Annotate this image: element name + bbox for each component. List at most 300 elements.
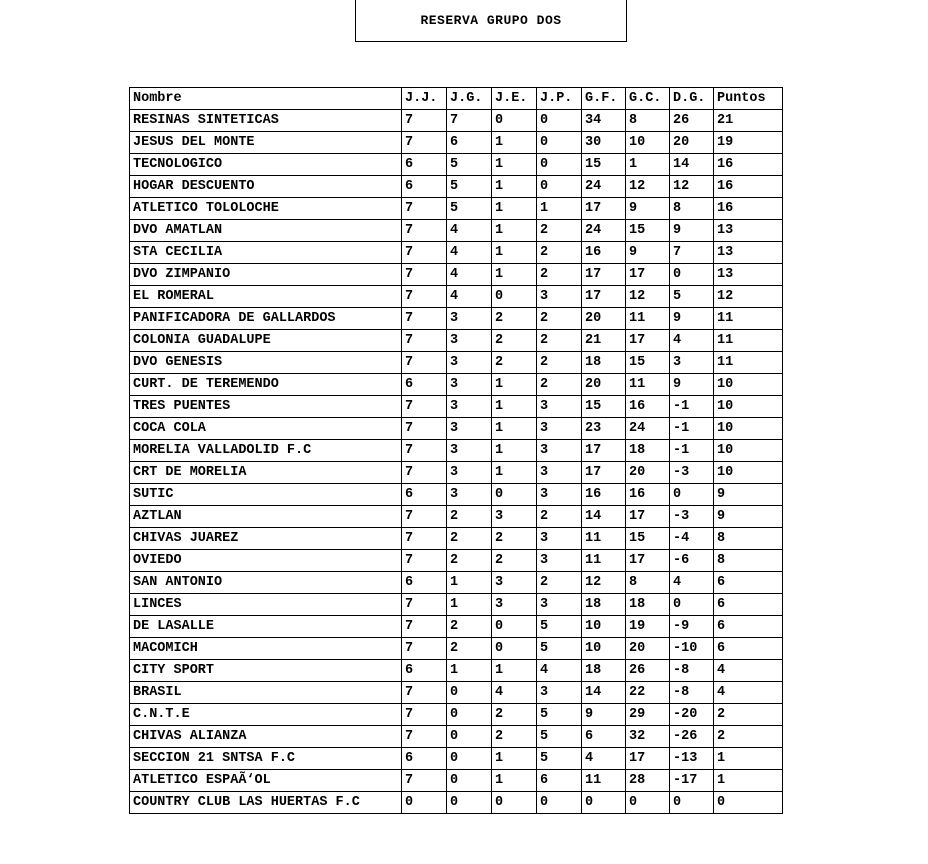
page-title: RESERVA GRUPO DOS (355, 0, 627, 42)
cell-gf: 20 (582, 308, 626, 330)
cell-dg: 20 (670, 132, 714, 154)
cell-gc: 16 (626, 484, 670, 506)
cell-jj: 7 (402, 462, 447, 484)
cell-dg: 26 (670, 110, 714, 132)
cell-puntos: 13 (714, 220, 783, 242)
cell-gc: 15 (626, 528, 670, 550)
cell-jg: 3 (447, 418, 492, 440)
cell-puntos: 6 (714, 638, 783, 660)
cell-puntos: 2 (714, 704, 783, 726)
cell-jj: 6 (402, 572, 447, 594)
table-row (130, 110, 783, 132)
cell-gc: 20 (626, 462, 670, 484)
cell-team-name: SAN ANTONIO (130, 572, 402, 594)
cell-gc: 17 (626, 506, 670, 528)
cell-gf: 9 (582, 704, 626, 726)
cell-jg: 5 (447, 198, 492, 220)
cell-jj: 7 (402, 132, 447, 154)
cell-jp: 1 (537, 198, 582, 220)
cell-dg: -17 (670, 770, 714, 792)
cell-je: 4 (492, 682, 537, 704)
cell-jg: 5 (447, 176, 492, 198)
cell-gc: 12 (626, 176, 670, 198)
cell-jg: 3 (447, 462, 492, 484)
cell-team-name: COLONIA GUADALUPE (130, 330, 402, 352)
cell-jg: 0 (447, 748, 492, 770)
cell-jp: 2 (537, 374, 582, 396)
cell-dg: -13 (670, 748, 714, 770)
cell-jp: 5 (537, 748, 582, 770)
cell-gf: 18 (582, 594, 626, 616)
cell-jj: 7 (402, 308, 447, 330)
cell-jg: 3 (447, 396, 492, 418)
cell-je: 1 (492, 154, 537, 176)
cell-jj: 7 (402, 770, 447, 792)
cell-dg: 7 (670, 242, 714, 264)
cell-jg: 3 (447, 374, 492, 396)
table-row (130, 176, 783, 198)
header-jj: J.J. (402, 88, 447, 110)
cell-gc: 18 (626, 594, 670, 616)
cell-team-name: ATLETICO TOLOLOCHE (130, 198, 402, 220)
cell-je: 0 (492, 638, 537, 660)
cell-gf: 18 (582, 660, 626, 682)
cell-je: 3 (492, 506, 537, 528)
cell-jg: 4 (447, 286, 492, 308)
table-row (130, 594, 783, 616)
cell-jj: 7 (402, 726, 447, 748)
cell-jg: 5 (447, 154, 492, 176)
cell-puntos: 16 (714, 176, 783, 198)
cell-je: 0 (492, 286, 537, 308)
cell-gc: 17 (626, 748, 670, 770)
cell-jj: 7 (402, 396, 447, 418)
cell-dg: -8 (670, 682, 714, 704)
table-row (130, 396, 783, 418)
cell-jg: 4 (447, 242, 492, 264)
cell-jj: 0 (402, 792, 447, 814)
cell-dg: 3 (670, 352, 714, 374)
cell-puntos: 9 (714, 506, 783, 528)
cell-puntos: 8 (714, 528, 783, 550)
cell-jp: 2 (537, 220, 582, 242)
cell-jp: 3 (537, 528, 582, 550)
cell-dg: -10 (670, 638, 714, 660)
cell-jg: 0 (447, 792, 492, 814)
cell-team-name: BRASIL (130, 682, 402, 704)
cell-jp: 4 (537, 660, 582, 682)
cell-je: 0 (492, 484, 537, 506)
cell-gc: 0 (626, 792, 670, 814)
table-row (130, 286, 783, 308)
cell-dg: 8 (670, 198, 714, 220)
cell-jp: 2 (537, 242, 582, 264)
cell-gc: 12 (626, 286, 670, 308)
cell-dg: 4 (670, 330, 714, 352)
cell-gc: 15 (626, 352, 670, 374)
cell-jg: 1 (447, 594, 492, 616)
cell-puntos: 10 (714, 374, 783, 396)
cell-team-name: COUNTRY CLUB LAS HUERTAS F.C (130, 792, 402, 814)
table-row (130, 726, 783, 748)
cell-jj: 7 (402, 418, 447, 440)
cell-puntos: 11 (714, 352, 783, 374)
cell-dg: -8 (670, 660, 714, 682)
cell-jj: 7 (402, 220, 447, 242)
cell-gf: 34 (582, 110, 626, 132)
cell-jg: 2 (447, 616, 492, 638)
cell-jj: 6 (402, 374, 447, 396)
cell-jp: 2 (537, 264, 582, 286)
cell-team-name: MORELIA VALLADOLID F.C (130, 440, 402, 462)
cell-gc: 9 (626, 198, 670, 220)
table-row (130, 572, 783, 594)
cell-je: 1 (492, 462, 537, 484)
cell-team-name: C.N.T.E (130, 704, 402, 726)
cell-team-name: TRES PUENTES (130, 396, 402, 418)
cell-je: 1 (492, 264, 537, 286)
table-row (130, 484, 783, 506)
cell-jj: 7 (402, 506, 447, 528)
table-row (130, 352, 783, 374)
cell-je: 1 (492, 176, 537, 198)
cell-jp: 2 (537, 330, 582, 352)
cell-jp: 6 (537, 770, 582, 792)
cell-jg: 2 (447, 506, 492, 528)
header-jp: J.P. (537, 88, 582, 110)
table-row (130, 242, 783, 264)
cell-gc: 19 (626, 616, 670, 638)
cell-jj: 7 (402, 286, 447, 308)
cell-jp: 3 (537, 286, 582, 308)
cell-jg: 0 (447, 704, 492, 726)
cell-je: 1 (492, 748, 537, 770)
table-row (130, 616, 783, 638)
cell-team-name: LINCES (130, 594, 402, 616)
table-row (130, 330, 783, 352)
cell-gf: 17 (582, 440, 626, 462)
cell-jp: 2 (537, 506, 582, 528)
cell-gc: 17 (626, 330, 670, 352)
cell-team-name: SUTIC (130, 484, 402, 506)
table-row (130, 154, 783, 176)
cell-gf: 6 (582, 726, 626, 748)
table-row (130, 550, 783, 572)
cell-team-name: AZTLAN (130, 506, 402, 528)
cell-je: 3 (492, 572, 537, 594)
cell-gc: 10 (626, 132, 670, 154)
cell-team-name: MACOMICH (130, 638, 402, 660)
cell-gf: 17 (582, 198, 626, 220)
cell-dg: -4 (670, 528, 714, 550)
cell-team-name: JESUS DEL MONTE (130, 132, 402, 154)
cell-gf: 20 (582, 374, 626, 396)
cell-puntos: 16 (714, 154, 783, 176)
cell-jp: 2 (537, 308, 582, 330)
cell-jj: 6 (402, 154, 447, 176)
header-dg: D.G. (670, 88, 714, 110)
cell-dg: 12 (670, 176, 714, 198)
cell-jg: 1 (447, 660, 492, 682)
cell-je: 2 (492, 352, 537, 374)
cell-jj: 6 (402, 660, 447, 682)
table-row (130, 770, 783, 792)
table-row (130, 660, 783, 682)
cell-je: 2 (492, 704, 537, 726)
cell-je: 2 (492, 550, 537, 572)
table-row (130, 682, 783, 704)
cell-dg: -9 (670, 616, 714, 638)
header-jg: J.G. (447, 88, 492, 110)
cell-gf: 23 (582, 418, 626, 440)
cell-dg: -3 (670, 462, 714, 484)
cell-je: 0 (492, 616, 537, 638)
cell-dg: 0 (670, 792, 714, 814)
cell-jg: 7 (447, 110, 492, 132)
cell-puntos: 13 (714, 242, 783, 264)
cell-puntos: 9 (714, 484, 783, 506)
table-row (130, 748, 783, 770)
cell-gc: 11 (626, 308, 670, 330)
cell-gf: 14 (582, 682, 626, 704)
table-row (130, 308, 783, 330)
cell-gc: 9 (626, 242, 670, 264)
cell-gc: 15 (626, 220, 670, 242)
cell-team-name: STA CECILIA (130, 242, 402, 264)
cell-puntos: 10 (714, 418, 783, 440)
cell-team-name: CITY SPORT (130, 660, 402, 682)
cell-puntos: 0 (714, 792, 783, 814)
table-row (130, 462, 783, 484)
cell-gc: 22 (626, 682, 670, 704)
cell-gf: 30 (582, 132, 626, 154)
cell-gf: 17 (582, 286, 626, 308)
cell-gc: 32 (626, 726, 670, 748)
table-row (130, 220, 783, 242)
cell-team-name: CURT. DE TEREMENDO (130, 374, 402, 396)
cell-team-name: TECNOLOGICO (130, 154, 402, 176)
cell-je: 2 (492, 330, 537, 352)
cell-je: 1 (492, 242, 537, 264)
cell-jj: 7 (402, 330, 447, 352)
cell-jg: 2 (447, 528, 492, 550)
cell-team-name: HOGAR DESCUENTO (130, 176, 402, 198)
cell-puntos: 2 (714, 726, 783, 748)
table-row (130, 506, 783, 528)
cell-gc: 26 (626, 660, 670, 682)
cell-jp: 0 (537, 132, 582, 154)
cell-puntos: 10 (714, 396, 783, 418)
cell-je: 1 (492, 374, 537, 396)
cell-team-name: EL ROMERAL (130, 286, 402, 308)
cell-team-name: DVO GENESIS (130, 352, 402, 374)
cell-jg: 0 (447, 682, 492, 704)
cell-gc: 24 (626, 418, 670, 440)
cell-puntos: 21 (714, 110, 783, 132)
cell-jp: 3 (537, 484, 582, 506)
cell-jj: 7 (402, 594, 447, 616)
cell-team-name: CHIVAS JUAREZ (130, 528, 402, 550)
cell-je: 0 (492, 110, 537, 132)
cell-puntos: 4 (714, 682, 783, 704)
cell-team-name: DVO ZIMPANIO (130, 264, 402, 286)
cell-gc: 17 (626, 264, 670, 286)
cell-jj: 6 (402, 176, 447, 198)
cell-dg: -20 (670, 704, 714, 726)
header-nombre: Nombre (130, 88, 402, 110)
cell-puntos: 11 (714, 308, 783, 330)
cell-dg: 9 (670, 374, 714, 396)
cell-je: 1 (492, 660, 537, 682)
cell-dg: -26 (670, 726, 714, 748)
header-gf: G.F. (582, 88, 626, 110)
cell-jp: 5 (537, 726, 582, 748)
cell-dg: -1 (670, 440, 714, 462)
table-row (130, 198, 783, 220)
cell-jp: 3 (537, 682, 582, 704)
cell-jg: 4 (447, 264, 492, 286)
cell-gf: 18 (582, 352, 626, 374)
cell-je: 1 (492, 220, 537, 242)
cell-team-name: DE LASALLE (130, 616, 402, 638)
cell-gf: 15 (582, 396, 626, 418)
cell-jp: 5 (537, 616, 582, 638)
cell-jp: 3 (537, 418, 582, 440)
cell-puntos: 1 (714, 748, 783, 770)
cell-jj: 7 (402, 110, 447, 132)
table-row (130, 264, 783, 286)
cell-dg: -1 (670, 396, 714, 418)
table-header-row (130, 88, 783, 110)
cell-team-name: CHIVAS ALIANZA (130, 726, 402, 748)
cell-dg: -6 (670, 550, 714, 572)
cell-gc: 8 (626, 110, 670, 132)
cell-gf: 15 (582, 154, 626, 176)
cell-je: 1 (492, 418, 537, 440)
cell-jg: 6 (447, 132, 492, 154)
cell-jg: 4 (447, 220, 492, 242)
cell-jp: 5 (537, 638, 582, 660)
cell-puntos: 19 (714, 132, 783, 154)
cell-jg: 3 (447, 440, 492, 462)
cell-jj: 7 (402, 352, 447, 374)
cell-puntos: 6 (714, 572, 783, 594)
cell-jp: 3 (537, 462, 582, 484)
cell-puntos: 11 (714, 330, 783, 352)
cell-team-name: DVO AMATLAN (130, 220, 402, 242)
cell-puntos: 10 (714, 462, 783, 484)
cell-jp: 3 (537, 550, 582, 572)
header-puntos: Puntos (714, 88, 783, 110)
cell-gf: 24 (582, 176, 626, 198)
table-row (130, 374, 783, 396)
cell-je: 0 (492, 792, 537, 814)
table-row (130, 418, 783, 440)
cell-jp: 0 (537, 176, 582, 198)
cell-je: 1 (492, 198, 537, 220)
cell-jp: 0 (537, 154, 582, 176)
cell-gf: 12 (582, 572, 626, 594)
cell-team-name: SECCION 21 SNTSA F.C (130, 748, 402, 770)
cell-gf: 10 (582, 638, 626, 660)
cell-je: 2 (492, 726, 537, 748)
cell-dg: 9 (670, 220, 714, 242)
cell-dg: 9 (670, 308, 714, 330)
table-row (130, 132, 783, 154)
cell-gc: 18 (626, 440, 670, 462)
cell-gf: 21 (582, 330, 626, 352)
cell-jg: 2 (447, 638, 492, 660)
cell-gf: 16 (582, 242, 626, 264)
cell-dg: 0 (670, 484, 714, 506)
cell-dg: 0 (670, 264, 714, 286)
cell-gf: 16 (582, 484, 626, 506)
cell-jg: 3 (447, 484, 492, 506)
cell-jg: 3 (447, 330, 492, 352)
cell-gc: 16 (626, 396, 670, 418)
cell-jp: 2 (537, 572, 582, 594)
cell-puntos: 8 (714, 550, 783, 572)
cell-gf: 11 (582, 770, 626, 792)
cell-gf: 0 (582, 792, 626, 814)
cell-jj: 7 (402, 682, 447, 704)
cell-jp: 5 (537, 704, 582, 726)
cell-gc: 29 (626, 704, 670, 726)
cell-gc: 20 (626, 638, 670, 660)
cell-dg: 0 (670, 594, 714, 616)
cell-dg: -1 (670, 418, 714, 440)
cell-team-name: ATLETICO ESPAÃ‘OL (130, 770, 402, 792)
cell-jp: 3 (537, 396, 582, 418)
cell-jj: 7 (402, 242, 447, 264)
cell-jp: 0 (537, 792, 582, 814)
cell-gc: 17 (626, 550, 670, 572)
cell-gf: 14 (582, 506, 626, 528)
cell-jj: 7 (402, 440, 447, 462)
cell-dg: 4 (670, 572, 714, 594)
cell-puntos: 12 (714, 286, 783, 308)
cell-je: 2 (492, 308, 537, 330)
cell-team-name: CRT DE MORELIA (130, 462, 402, 484)
cell-je: 1 (492, 770, 537, 792)
cell-puntos: 16 (714, 198, 783, 220)
cell-puntos: 6 (714, 594, 783, 616)
cell-puntos: 4 (714, 660, 783, 682)
table-row (130, 528, 783, 550)
cell-jj: 7 (402, 264, 447, 286)
cell-team-name: RESINAS SINTETICAS (130, 110, 402, 132)
cell-jj: 7 (402, 638, 447, 660)
cell-jg: 0 (447, 726, 492, 748)
cell-gf: 11 (582, 528, 626, 550)
cell-gf: 17 (582, 462, 626, 484)
cell-jj: 7 (402, 550, 447, 572)
cell-dg: -3 (670, 506, 714, 528)
cell-gf: 11 (582, 550, 626, 572)
table-row (130, 440, 783, 462)
cell-team-name: PANIFICADORA DE GALLARDOS (130, 308, 402, 330)
cell-gf: 17 (582, 264, 626, 286)
cell-je: 1 (492, 396, 537, 418)
cell-gc: 28 (626, 770, 670, 792)
table-row (130, 638, 783, 660)
cell-team-name: OVIEDO (130, 550, 402, 572)
cell-gc: 1 (626, 154, 670, 176)
cell-je: 2 (492, 528, 537, 550)
cell-jj: 7 (402, 528, 447, 550)
cell-puntos: 10 (714, 440, 783, 462)
cell-gf: 4 (582, 748, 626, 770)
